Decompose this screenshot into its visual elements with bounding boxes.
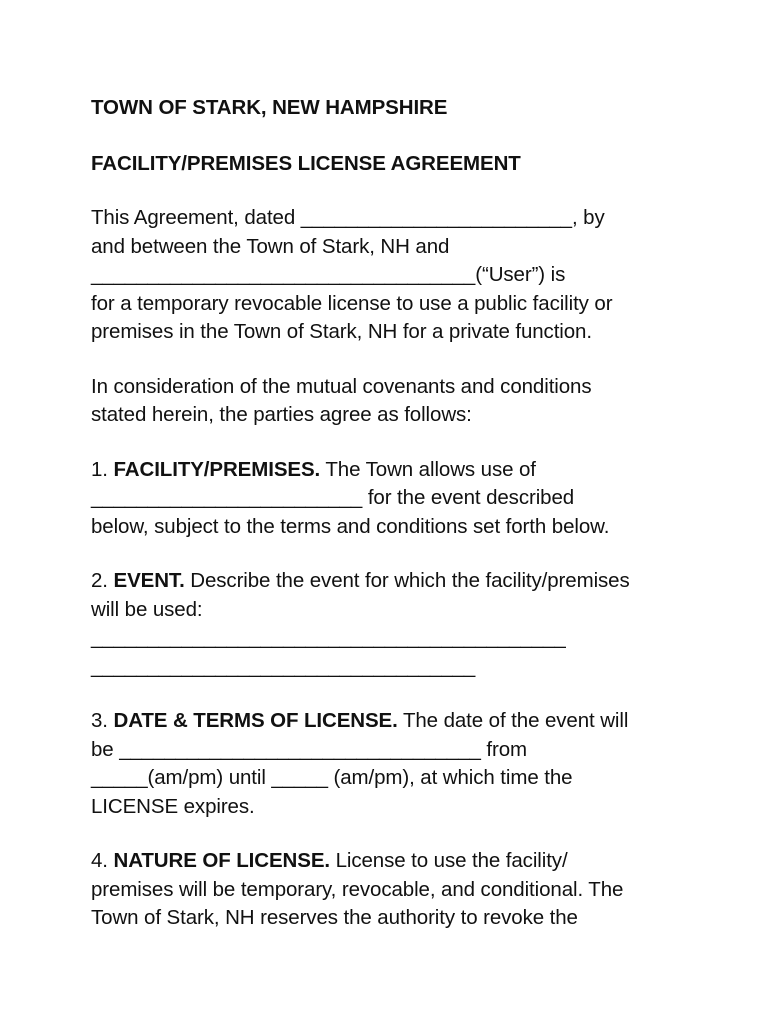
section-number: 2. (91, 569, 114, 592)
intro-paragraph (91, 204, 731, 347)
consideration-line: In consideration of the mutual covenants and conditions (91, 374, 592, 398)
document-page (91, 94, 731, 933)
section-facility-line: below, subject to the terms and conditions set forth below. (91, 514, 610, 538)
section-number: 1. (91, 457, 114, 481)
section-heading: EVENT. (113, 569, 185, 592)
section-heading: FACILITY/PREMISES. (113, 457, 321, 481)
section-date-terms-line (91, 707, 731, 736)
intro-line: and between the Town of Stark, NH and (91, 234, 450, 258)
intro-line: __________________________________(“User”) is (91, 263, 566, 286)
section-event-line: will be used: (91, 597, 203, 621)
section-nature-line: Town of Stark, NH reserves the authority to revoke the (91, 906, 578, 929)
section-event-line: __________________________________________ (91, 626, 566, 649)
intro-line: premises in the Town of Stark, NH for a private function. (91, 320, 592, 343)
section-number: 3. (91, 709, 114, 732)
section-facility-line (91, 456, 731, 485)
section-nature-line: premises will be temporary, revocable, and conditional. The (91, 877, 624, 901)
section-heading: DATE & TERMS OF LICENSE. (113, 709, 398, 732)
section-nature (91, 847, 731, 933)
section-event-line: __________________________________ (91, 654, 476, 678)
section-facility (91, 456, 731, 542)
section-text: The Town allows use of (320, 457, 536, 481)
document-town-heading: TOWN OF STARK, NEW HAMPSHIRE (91, 96, 448, 119)
document-title: FACILITY/PREMISES LICENSE AGREEMENT (91, 151, 521, 175)
intro-line: for a temporary revocable license to use a public facility or (91, 291, 613, 315)
section-date-terms-line: LICENSE expires. (91, 794, 255, 818)
section-date-terms (91, 707, 731, 821)
section-text: Describe the event for which the facility/premises (184, 569, 630, 592)
consideration-paragraph (91, 373, 731, 430)
section-event-line (91, 567, 731, 596)
intro-line: This Agreement, dated ________________________, by (91, 206, 605, 229)
section-nature-line (91, 847, 731, 876)
section-facility-line: ________________________ for the event described (91, 486, 575, 509)
section-date-terms-line: _____(am/pm) until _____ (am/pm), at which time the (91, 766, 573, 789)
section-text: The date of the event will (397, 709, 629, 732)
section-date-terms-line: be ________________________________ from (91, 737, 528, 761)
section-event (91, 567, 731, 681)
section-text: License to use the facility/ (330, 849, 568, 872)
section-number: 4. (91, 849, 114, 872)
consideration-line: stated herein, the parties agree as follows: (91, 403, 472, 426)
section-heading: NATURE OF LICENSE. (113, 849, 330, 872)
